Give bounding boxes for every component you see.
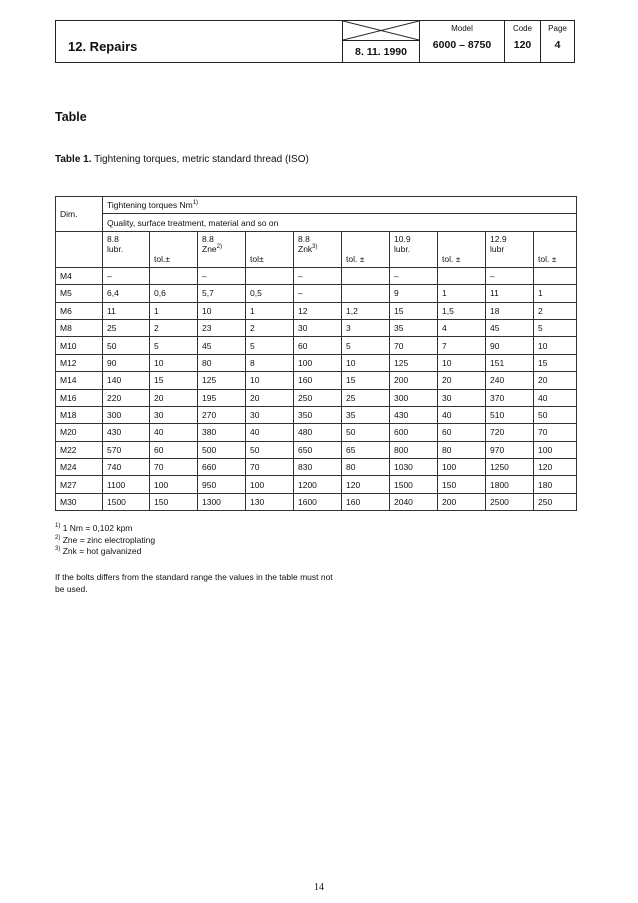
value-cell: 250 [294, 389, 342, 406]
value-cell: 650 [294, 441, 342, 458]
value-cell: 0,6 [150, 285, 198, 302]
column-header: 8.8 lubr. [103, 231, 150, 267]
table-row [56, 354, 577, 371]
value-cell: 30 [246, 406, 294, 423]
value-cell: 70 [534, 424, 577, 441]
value-cell: 10 [150, 354, 198, 371]
value-cell: 100 [150, 476, 198, 493]
value-cell: 350 [294, 406, 342, 423]
value-cell [342, 267, 390, 284]
value-cell: 300 [103, 406, 150, 423]
table-row [56, 406, 577, 423]
revision-date: 8. 11. 1990 [355, 46, 407, 58]
value-cell: 370 [486, 389, 534, 406]
value-cell: 800 [390, 441, 438, 458]
value-cell: 20 [246, 389, 294, 406]
value-cell: 5,7 [198, 285, 246, 302]
value-cell: 480 [294, 424, 342, 441]
quality-header-cell [103, 214, 577, 231]
column-header: 10.9 lubr. [390, 231, 438, 267]
value-cell: 950 [198, 476, 246, 493]
dim-cell: M20 [56, 424, 103, 441]
page-cell [540, 21, 574, 62]
value-cell: 25 [103, 319, 150, 336]
value-cell: 7 [438, 337, 486, 354]
value-cell: 240 [486, 372, 534, 389]
value-cell: 2040 [390, 493, 438, 510]
value-cell: – [294, 267, 342, 284]
value-cell [150, 267, 198, 284]
dim-cell: M27 [56, 476, 103, 493]
value-cell: 45 [486, 319, 534, 336]
date-cell [342, 21, 419, 62]
value-cell: 20 [150, 389, 198, 406]
value-cell: – [390, 267, 438, 284]
value-cell: 0,5 [246, 285, 294, 302]
value-cell: 200 [438, 493, 486, 510]
group-header: Tightening torques Nm [107, 200, 193, 211]
column-header: tol. ± [438, 231, 486, 267]
value-cell: 1,5 [438, 302, 486, 319]
value-cell: 10 [246, 372, 294, 389]
value-cell: 1030 [390, 459, 438, 476]
section-title: Table [55, 110, 87, 124]
quality-header: Quality, surface treatment, material and so on [107, 217, 279, 228]
value-cell: 6,4 [103, 285, 150, 302]
value-cell: – [486, 267, 534, 284]
dim-cell: M18 [56, 406, 103, 423]
value-cell: 1 [534, 285, 577, 302]
code-cell [504, 21, 540, 62]
value-cell: 1,2 [342, 302, 390, 319]
footnote-2: $^{2)}$ Zne = zinc electroplating [55, 534, 156, 545]
table-row [56, 459, 577, 476]
value-cell: 1 [150, 302, 198, 319]
table-row [56, 493, 577, 510]
page-number: 14 [314, 882, 324, 893]
table-row [56, 389, 577, 406]
value-cell: 150 [438, 476, 486, 493]
value-cell: 15 [342, 372, 390, 389]
table-row [56, 372, 577, 389]
value-cell: – [294, 285, 342, 302]
value-cell: 20 [534, 372, 577, 389]
page-label: Page [548, 24, 567, 33]
value-cell [342, 285, 390, 302]
dim-cell: M30 [56, 493, 103, 510]
column-header: tol.± [150, 231, 198, 267]
value-cell: 90 [103, 354, 150, 371]
value-cell: 125 [198, 372, 246, 389]
column-header-spacer [56, 231, 103, 267]
value-cell: 5 [342, 337, 390, 354]
value-cell: 1250 [486, 459, 534, 476]
column-header: tol. ± [342, 231, 390, 267]
table-row [56, 302, 577, 319]
value-cell: 720 [486, 424, 534, 441]
table-caption-text: Tightening torques, metric standard thread (ISO) [91, 154, 309, 165]
value-cell: 1800 [486, 476, 534, 493]
value-cell: 60 [150, 441, 198, 458]
value-cell: 40 [246, 424, 294, 441]
table-row [56, 267, 577, 284]
dim-header-cell [56, 197, 103, 232]
value-cell: 70 [150, 459, 198, 476]
value-cell [534, 267, 577, 284]
value-cell: 2 [246, 319, 294, 336]
value-cell: 18 [486, 302, 534, 319]
value-cell: 125 [390, 354, 438, 371]
value-cell: 100 [294, 354, 342, 371]
table-caption-label: Table 1. [55, 154, 92, 165]
dim-cell: M16 [56, 389, 103, 406]
model-label: Model [451, 24, 473, 33]
table-row [56, 337, 577, 354]
table-row [56, 441, 577, 458]
value-cell: – [103, 267, 150, 284]
value-cell: 130 [246, 493, 294, 510]
page-value: 4 [554, 39, 561, 51]
footnote-3: $^{3)}$ Znk = hot galvanized [55, 546, 142, 556]
value-cell: 5 [534, 319, 577, 336]
value-cell: 45 [198, 337, 246, 354]
model-value: 6000 – 8750 [432, 39, 492, 51]
value-cell: 50 [103, 337, 150, 354]
column-header: tol± [246, 231, 294, 267]
divider [343, 40, 419, 41]
torque-table [55, 196, 577, 511]
value-cell: 180 [534, 476, 577, 493]
value-cell: – [198, 267, 246, 284]
value-cell: 3 [342, 319, 390, 336]
value-cell: 970 [486, 441, 534, 458]
value-cell: 510 [486, 406, 534, 423]
value-cell: 500 [198, 441, 246, 458]
value-cell: 12 [294, 302, 342, 319]
value-cell: 15 [390, 302, 438, 319]
dim-cell: M8 [56, 319, 103, 336]
value-cell: 150 [150, 493, 198, 510]
value-cell: 10 [342, 354, 390, 371]
value-cell: 200 [390, 372, 438, 389]
value-cell: 1500 [103, 493, 150, 510]
code-label: Code [512, 24, 533, 33]
value-cell: 5 [246, 337, 294, 354]
usage-note: If the bolts differs from the standard range the values in the table must not be used. [55, 572, 333, 594]
value-cell: 40 [150, 424, 198, 441]
value-cell: 140 [103, 372, 150, 389]
value-cell: 1100 [103, 476, 150, 493]
value-cell: 660 [198, 459, 246, 476]
value-cell: 2500 [486, 493, 534, 510]
value-cell: 300 [390, 389, 438, 406]
value-cell: 10 [534, 337, 577, 354]
value-cell: 30 [150, 406, 198, 423]
value-cell: 220 [103, 389, 150, 406]
value-cell: 11 [486, 285, 534, 302]
value-cell: 1 [246, 302, 294, 319]
value-cell: 1600 [294, 493, 342, 510]
value-cell: 40 [438, 406, 486, 423]
dim-header: Dim. [60, 208, 78, 219]
value-cell: 50 [246, 441, 294, 458]
value-cell: 430 [390, 406, 438, 423]
column-header: 8.8 Znk$^{3)}$ [294, 231, 342, 267]
value-cell: 151 [486, 354, 534, 371]
value-cell: 70 [390, 337, 438, 354]
dim-cell: M22 [56, 441, 103, 458]
table-row [56, 319, 577, 336]
value-cell: 30 [438, 389, 486, 406]
value-cell: 60 [438, 424, 486, 441]
footnote-1: $^{1)}$ 1 Nm = 0,102 kpm [55, 523, 133, 533]
value-cell: 160 [294, 372, 342, 389]
value-cell: 25 [342, 389, 390, 406]
value-cell: 2 [150, 319, 198, 336]
crossed-box-icon [343, 21, 419, 40]
dim-cell: M14 [56, 372, 103, 389]
footnotes [55, 523, 155, 558]
value-cell: 50 [534, 406, 577, 423]
dim-cell: M6 [56, 302, 103, 319]
value-cell: 1300 [198, 493, 246, 510]
value-cell: 160 [342, 493, 390, 510]
column-header: tol. ± [534, 231, 577, 267]
table-row [56, 424, 577, 441]
value-cell: 10 [438, 354, 486, 371]
value-cell: 195 [198, 389, 246, 406]
dim-cell: M4 [56, 267, 103, 284]
value-cell [438, 267, 486, 284]
table-caption [55, 154, 309, 165]
dim-cell: M10 [56, 337, 103, 354]
value-cell: 23 [198, 319, 246, 336]
column-header: 8.8 Zne$^{2)}$ [198, 231, 246, 267]
value-cell: 40 [534, 389, 577, 406]
value-cell: 100 [534, 441, 577, 458]
table-row [56, 285, 577, 302]
value-cell: 20 [438, 372, 486, 389]
value-cell: 1500 [390, 476, 438, 493]
value-cell: 100 [246, 476, 294, 493]
dim-cell: M24 [56, 459, 103, 476]
value-cell: 2 [534, 302, 577, 319]
value-cell: 11 [103, 302, 150, 319]
model-cell [419, 21, 504, 62]
value-cell: 60 [294, 337, 342, 354]
value-cell: 80 [198, 354, 246, 371]
value-cell: 80 [438, 441, 486, 458]
value-cell: 120 [342, 476, 390, 493]
value-cell: 270 [198, 406, 246, 423]
value-cell: 35 [342, 406, 390, 423]
chapter-title: 12. Repairs [68, 39, 138, 54]
value-cell: 90 [486, 337, 534, 354]
value-cell: 10 [198, 302, 246, 319]
value-cell: 1200 [294, 476, 342, 493]
value-cell: 50 [342, 424, 390, 441]
value-cell: 15 [150, 372, 198, 389]
group-header-cell [103, 197, 577, 214]
group-header-sup: 1) [192, 200, 199, 207]
value-cell: 830 [294, 459, 342, 476]
column-header-row [56, 231, 577, 267]
value-cell [246, 267, 294, 284]
value-cell: 600 [390, 424, 438, 441]
dim-cell: M12 [56, 354, 103, 371]
value-cell: 15 [534, 354, 577, 371]
table-row [56, 476, 577, 493]
value-cell: 430 [103, 424, 150, 441]
code-value: 120 [513, 39, 532, 51]
document-header [55, 20, 575, 63]
value-cell: 70 [246, 459, 294, 476]
value-cell: 9 [390, 285, 438, 302]
value-cell: 30 [294, 319, 342, 336]
value-cell: 380 [198, 424, 246, 441]
value-cell: 35 [390, 319, 438, 336]
value-cell: 250 [534, 493, 577, 510]
torque-table-body [56, 267, 577, 510]
value-cell: 65 [342, 441, 390, 458]
value-cell: 5 [150, 337, 198, 354]
value-cell: 8 [246, 354, 294, 371]
value-cell: 570 [103, 441, 150, 458]
value-cell: 100 [438, 459, 486, 476]
value-cell: 80 [342, 459, 390, 476]
column-header: 12.9 lubr [486, 231, 534, 267]
value-cell: 120 [534, 459, 577, 476]
value-cell: 4 [438, 319, 486, 336]
value-cell: 1 [438, 285, 486, 302]
value-cell: 740 [103, 459, 150, 476]
dim-cell: M5 [56, 285, 103, 302]
